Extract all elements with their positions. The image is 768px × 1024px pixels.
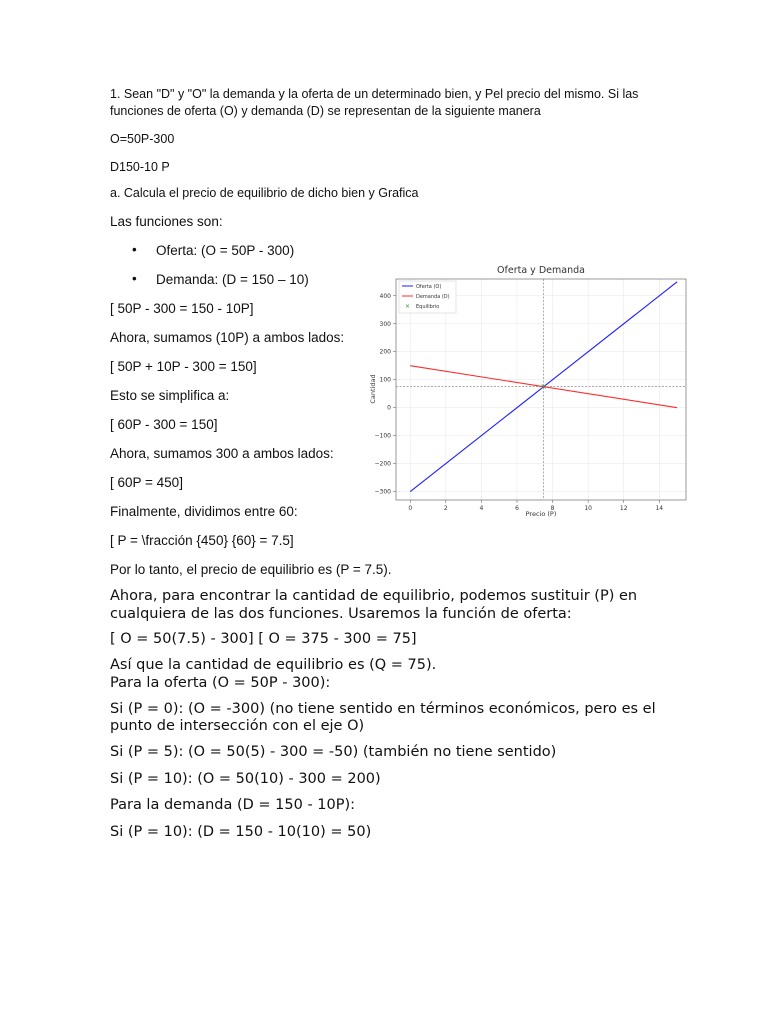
step-line: Ahora, sumamos 300 a ambos lados:	[110, 446, 334, 461]
para-line: [ O = 50(7.5) - 300] [ O = 375 - 300 = 75]	[110, 631, 417, 647]
x-tick-label: 0	[408, 505, 413, 512]
step-line: [ 50P - 300 = 150 - 10P]	[110, 301, 254, 316]
legend-label-demanda: Demanda (D)	[416, 294, 450, 300]
para-line: cualquiera de las dos funciones. Usaremos la función de oferta:	[110, 606, 572, 622]
y-tick-label: 400	[379, 292, 391, 300]
para-line: Para la demanda (D = 150 - 10P):	[110, 797, 356, 813]
legend-label-oferta: Oferta (O)	[416, 284, 442, 290]
x-tick-label: 12	[619, 505, 628, 512]
y-tick-label: −100	[374, 432, 391, 440]
para-line: Si (P = 10): (D = 150 - 10(10) = 50)	[110, 824, 372, 840]
step-line: Esto se simplifica a:	[110, 388, 230, 403]
y-axis-label: Cantidad	[369, 374, 377, 404]
y-tick-label: −300	[374, 488, 391, 496]
x-axis-label: Precio (P)	[525, 510, 557, 518]
supply-demand-chart	[362, 258, 692, 520]
solution-intro: Las funciones son:	[110, 214, 223, 229]
para-line: Si (P = 5): (O = 50(5) - 300 = -50) (también no tiene sentido)	[110, 744, 557, 760]
y-tick-label: −200	[374, 460, 391, 468]
step-line: [ P = \fracción {450} {60} = 7.5]	[110, 533, 294, 548]
step-line: Ahora, sumamos (10P) a ambos lados:	[110, 330, 345, 345]
x-tick-label: 10	[584, 505, 592, 512]
question-line-1: 1. Sean "D" y "O" la demanda y la oferta de un determinado bien, y Pel precio del mismo. Si las	[110, 87, 639, 101]
para-line: punto de intersección con el eje O)	[110, 718, 365, 734]
x-tick-label: 14	[655, 505, 664, 512]
x-tick-label: 2	[443, 505, 448, 512]
para-line: Si (P = 0): (O = -300) (no tiene sentido en términos económicos, pero es el	[110, 701, 656, 717]
part-a-prompt: a. Calcula el precio de equilibrio de dicho bien y Grafica	[110, 186, 419, 200]
step-line: Finalmente, dividimos entre 60:	[110, 504, 298, 519]
y-tick-label: 200	[379, 348, 391, 356]
para-line: Si (P = 10): (O = 50(10) - 300 = 200)	[110, 771, 381, 787]
step-line: [ 60P - 300 = 150]	[110, 417, 218, 432]
step-line: [ 60P = 450]	[110, 475, 183, 490]
step-line: [ 50P + 10P - 300 = 150]	[110, 359, 257, 374]
step-line: Por lo tanto, el precio de equilibrio es (P = 7.5).	[110, 562, 392, 577]
x-tick-label: 4	[479, 505, 484, 512]
x-tick-label: 8	[550, 505, 555, 512]
legend-label-equilibrio: Equilibrio	[416, 304, 440, 310]
demand-equation: D150-10 P	[110, 160, 170, 174]
x-tick-label: 6	[515, 505, 519, 512]
bullet-dot: •	[132, 271, 137, 286]
bullet-dot: •	[132, 242, 137, 257]
para-line: Ahora, para encontrar la cantidad de equilibrio, podemos sustituir (P) en	[110, 588, 638, 604]
y-tick-label: 100	[379, 376, 391, 384]
supply-equation: O=50P-300	[110, 132, 175, 146]
chart-title: Oferta y Demanda	[497, 265, 585, 276]
para-line: Para la oferta (O = 50P - 300):	[110, 675, 331, 691]
bullet-oferta: Oferta: (O = 50P - 300)	[156, 243, 295, 258]
legend-swatch-equilibrio: ×	[404, 303, 411, 310]
legend	[399, 281, 456, 313]
question-line-2: funciones de oferta (O) y demanda (D) se representan de la siguiente manera	[110, 104, 541, 118]
para-line: Así que la cantidad de equilibrio es (Q = 75).	[110, 657, 437, 673]
bullet-demanda: Demanda: (D = 150 – 10)	[156, 272, 309, 287]
y-tick-label: 0	[387, 404, 391, 412]
equilibrium-marker: ×	[540, 382, 548, 392]
y-tick-label: 300	[379, 320, 391, 328]
